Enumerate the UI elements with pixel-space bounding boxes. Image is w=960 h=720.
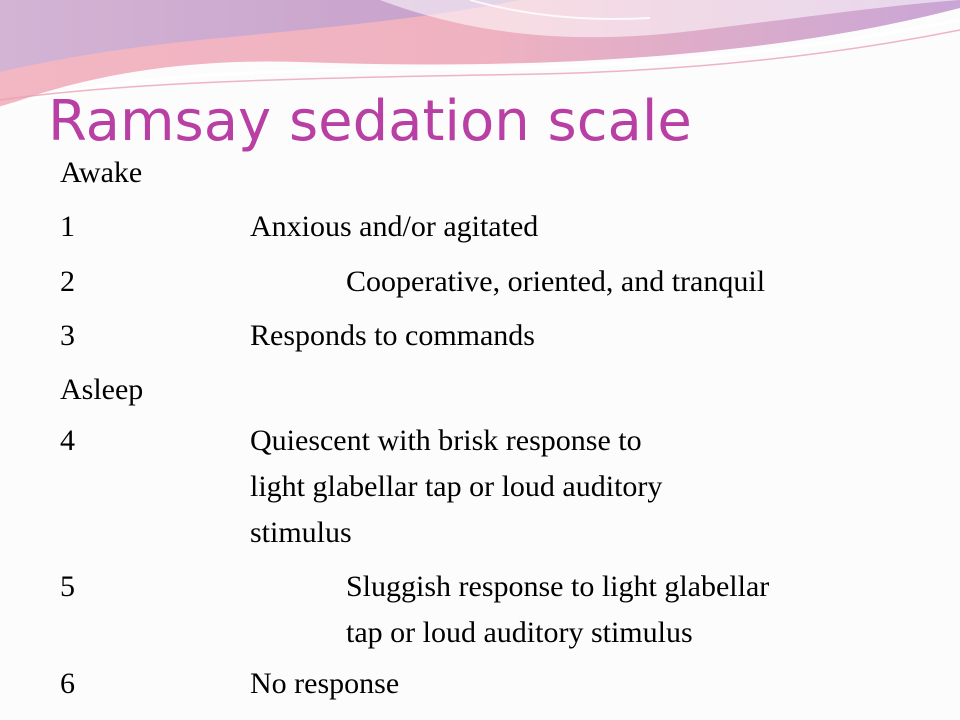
score-description-line: Sluggish response to light glabellar bbox=[346, 570, 770, 603]
score-description: Responds to commands bbox=[250, 319, 535, 352]
awake-heading: Awake bbox=[60, 156, 143, 189]
score-description-line: Quiescent with brisk response to bbox=[250, 424, 642, 457]
score-number: 6 bbox=[60, 667, 75, 700]
score-description-line: stimulus bbox=[250, 516, 352, 549]
slide-title: Ramsay sedation scale bbox=[48, 89, 692, 154]
asleep-heading: Asleep bbox=[60, 373, 144, 406]
score-description-line: tap or loud auditory stimulus bbox=[346, 616, 693, 649]
score-number: 3 bbox=[60, 319, 75, 352]
score-description: No response bbox=[250, 667, 400, 700]
score-number: 1 bbox=[60, 210, 75, 243]
score-number: 4 bbox=[60, 424, 75, 457]
score-description: Cooperative, oriented, and tranquil bbox=[346, 265, 766, 298]
score-description: Anxious and/or agitated bbox=[250, 210, 539, 243]
score-number: 5 bbox=[60, 570, 75, 603]
score-number: 2 bbox=[60, 265, 75, 298]
score-description-line: light glabellar tap or loud auditory bbox=[250, 470, 663, 503]
